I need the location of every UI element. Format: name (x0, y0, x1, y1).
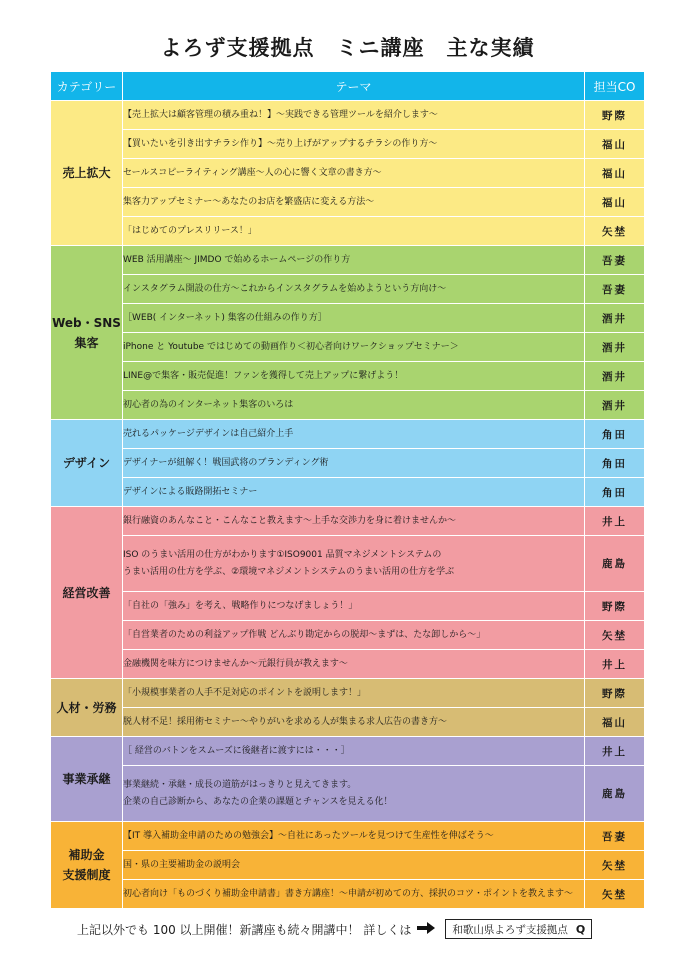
co-cell: 酒井 (585, 391, 645, 420)
theme-cell: 国・県の主要補助金の説明会 (123, 851, 585, 880)
table-row (51, 130, 645, 159)
theme-cell: デザイナーが紐解く！戦国武将のブランディング術 (123, 449, 585, 478)
table-row (51, 449, 645, 478)
table-row (51, 333, 645, 362)
header-theme: テーマ (123, 72, 585, 101)
category-cell: 補助金 支援制度 (51, 822, 123, 909)
table-row (51, 217, 645, 246)
co-cell: 鹿島 (585, 766, 645, 822)
table-row (51, 621, 645, 650)
co-cell: 福山 (585, 708, 645, 737)
theme-cell: 脱人材不足！採用術セミナー～やりがいを求める人が集まる求人広告の書き方～ (123, 708, 585, 737)
category-cell: 人材・労務 (51, 679, 123, 737)
theme-cell: LINE@で集客・販売促進！ファンを獲得して売上アップに繋げよう！ (123, 362, 585, 391)
theme-cell: デザインによる販路開拓セミナー (123, 478, 585, 507)
table-row (51, 507, 645, 536)
co-cell: 角田 (585, 420, 645, 449)
table-row (51, 159, 645, 188)
co-cell: 吾妻 (585, 275, 645, 304)
table-row (51, 822, 645, 851)
co-cell: 酒井 (585, 333, 645, 362)
co-cell: 吾妻 (585, 822, 645, 851)
category-cell: デザイン (51, 420, 123, 507)
header-category: カテゴリー (51, 72, 123, 101)
theme-cell: 【買いたいを引き出すチラシ作り】～売り上げがアップするチラシの作り方～ (123, 130, 585, 159)
co-cell: 福山 (585, 159, 645, 188)
table-row (51, 478, 645, 507)
co-cell: 野際 (585, 592, 645, 621)
theme-cell: 「自社の「強み」を考え、戦略作りにつなげましょう！」 (123, 592, 585, 621)
theme-cell: 「自営業者のための利益アップ作戦 どんぶり勘定からの脱却～まずは、たな卸しから～」 (123, 621, 585, 650)
results-table (50, 71, 645, 909)
table-row (51, 188, 645, 217)
search-q-icon: Q (575, 922, 586, 936)
table-row (51, 275, 645, 304)
category-cell: 経営改善 (51, 507, 123, 679)
co-cell: 酒井 (585, 304, 645, 333)
co-cell: 福山 (585, 188, 645, 217)
category-cell: 売上拡大 (51, 101, 123, 246)
table-row (51, 304, 645, 333)
table-row (51, 362, 645, 391)
table-row (51, 650, 645, 679)
co-cell: 矢埜 (585, 621, 645, 650)
table-header-row (51, 72, 645, 101)
co-cell: 福山 (585, 130, 645, 159)
co-cell: 井上 (585, 737, 645, 766)
table-row (51, 246, 645, 275)
co-cell: 酒井 (585, 362, 645, 391)
table-row (51, 391, 645, 420)
co-cell: 吾妻 (585, 246, 645, 275)
co-cell: 鹿島 (585, 536, 645, 592)
theme-cell: 銀行融資のあんなこと・こんなこと教えます～上手な交渉力を身に着けませんか～ (123, 507, 585, 536)
category-cell: 事業承継 (51, 737, 123, 822)
theme-cell: セールスコピーライティング講座～人の心に響く文章の書き方～ (123, 159, 585, 188)
theme-cell: インスタグラム開設の仕方～これからインスタグラムを始めようという方向け～ (123, 275, 585, 304)
theme-cell: 集客力アップセミナー～あなたのお店を繁盛店に変える方法～ (123, 188, 585, 217)
co-cell: 井上 (585, 650, 645, 679)
co-cell: 角田 (585, 478, 645, 507)
co-cell: 矢埜 (585, 851, 645, 880)
right-arrow-icon (417, 922, 435, 937)
co-cell: 井上 (585, 507, 645, 536)
header-co: 担当CO (585, 72, 645, 101)
table-row (51, 766, 645, 822)
table-body (51, 101, 645, 909)
search-text: 和歌山県よろず支援拠点 (452, 923, 568, 936)
table-row (51, 880, 645, 909)
theme-cell: 【IT 導入補助金申請のための勉強会】～自社にあったツールを見つけて生産性を伸ばそう～ (123, 822, 585, 851)
table-row (51, 420, 645, 449)
table-row (51, 851, 645, 880)
theme-cell: 初心者の為のインターネット集客のいろは (123, 391, 585, 420)
theme-cell: ［WEB( インターネット) 集客の仕組みの作り方］ (123, 304, 585, 333)
table-row (51, 592, 645, 621)
co-cell: 野際 (585, 101, 645, 130)
table-row (51, 708, 645, 737)
theme-cell: 金融機関を味方につけませんか～元銀行員が教えます～ (123, 650, 585, 679)
footer (77, 918, 592, 940)
co-cell: 矢埜 (585, 880, 645, 909)
co-cell: 角田 (585, 449, 645, 478)
theme-cell: 「はじめてのプレスリリース！」 (123, 217, 585, 246)
category-cell: Web・SNS 集客 (51, 246, 123, 420)
theme-cell: ISO のうまい活用の仕方がわかります①ISO9001 品質マネジメントシステムの うまい活用の仕方を学ぶ、②環境マネジメントシステムのうまい活用の仕方を学ぶ (123, 536, 585, 592)
co-cell: 矢埜 (585, 217, 645, 246)
footer-text: 上記以外でも 100 以上開催！新講座も続々開講中！ 詳しくは (77, 922, 412, 937)
table-row (51, 536, 645, 592)
theme-cell: 「小規模事業者の人手不足対応のポイントを説明します！」 (123, 679, 585, 708)
table-row (51, 101, 645, 130)
search-box[interactable] (445, 919, 592, 939)
table-row (51, 679, 645, 708)
page-title: よろず支援拠点 ミニ講座 主な実績 (160, 36, 535, 60)
co-cell: 野際 (585, 679, 645, 708)
theme-cell: ［ 経営のバトンをスムーズに後継者に渡すには・・・］ (123, 737, 585, 766)
theme-cell: WEB 活用講座～ JIMDO で始めるホームページの作り方 (123, 246, 585, 275)
theme-cell: 初心者向け「ものづくり補助金申請書」書き方講座！～申請が初めての方、採択のコツ・ポイントを教えます～ (123, 880, 585, 909)
theme-cell: iPhone と Youtube ではじめての動画作り＜初心者向けワークショップセミナー＞ (123, 333, 585, 362)
theme-cell: 【売上拡大は顧客管理の積み重ね！】～実践できる管理ツールを紹介します～ (123, 101, 585, 130)
theme-cell: 売れるパッケージデザインは自己紹介上手 (123, 420, 585, 449)
theme-cell: 事業継続・承継・成長の道筋がはっきりと見えてきます。 企業の自己診断から、あなたの企業の課題とチャンスを見える化！ (123, 766, 585, 822)
table-row (51, 737, 645, 766)
